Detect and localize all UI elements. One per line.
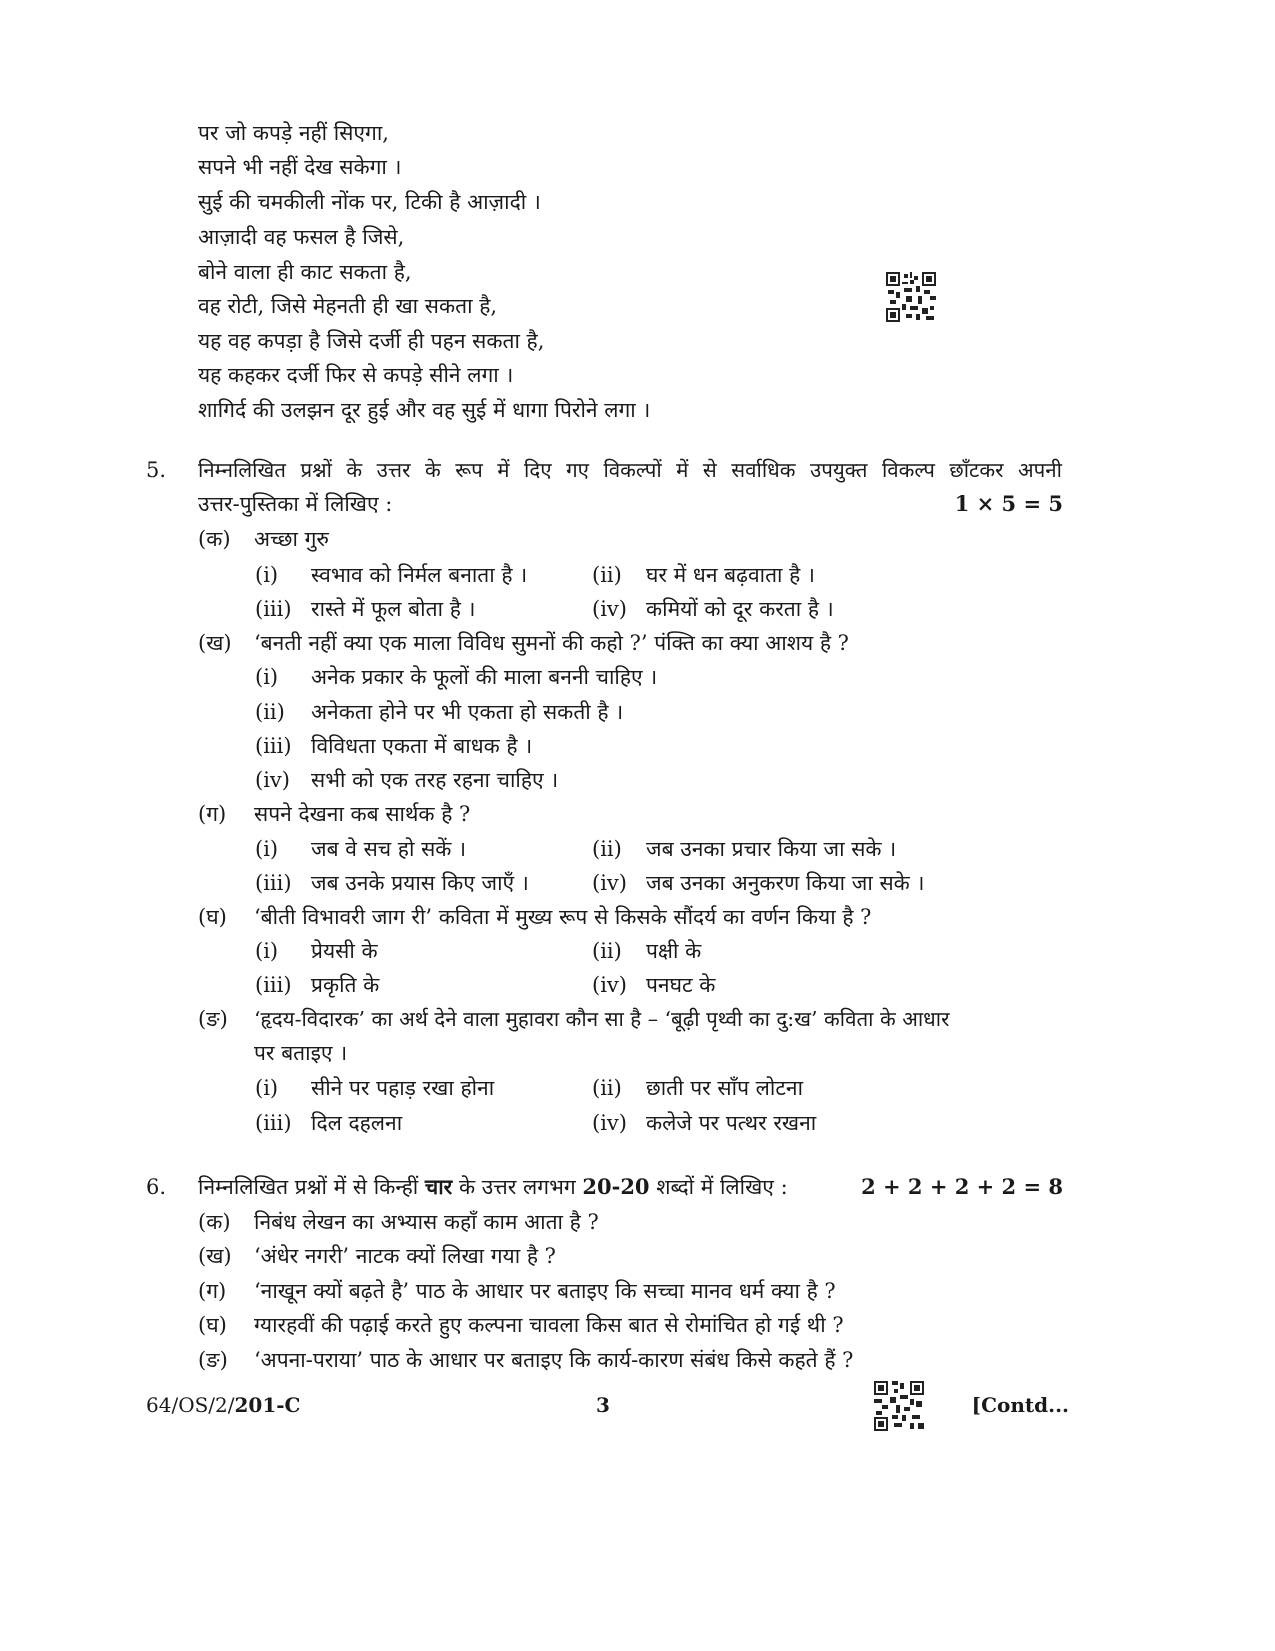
part-label: (क) [198,1210,231,1234]
question-text-part: शब्दों में लिखिए : [649,1175,788,1199]
option-text: अनेक प्रकार के फूलों की माला बननी चाहिए । [311,665,658,689]
option-label: (iii) [255,1111,292,1135]
option-text: सीने पर पहाड़ रखा होना [311,1076,495,1100]
option-label: (iii) [255,734,292,758]
question-text [198,1172,788,1202]
option-text: जब वे सच हो सकें । [311,837,467,861]
option-label: (i) [255,837,279,861]
option-text: स्वभाव को निर्मल बनाता है । [311,563,528,587]
part-question: ‘बनती नहीं क्या एक माला विविध सुमनों की कहो ?’ पंक्ति का क्या आशय है ? [254,631,849,655]
poem-line: शागिर्द की उलझन दूर हुई और वह सुई में धागा पिरोने लगा । [198,398,651,422]
option-label: (iv) [592,973,627,997]
part-label: (ख) [198,631,232,655]
part-label: (ख) [198,1244,232,1268]
option-label: (ii) [592,939,622,963]
question-emphasis: चार [424,1174,453,1199]
option-label: (i) [255,939,279,963]
option-label: (ii) [255,700,285,724]
part-label: (ङ) [198,1007,228,1031]
part-label: (ङ) [198,1348,228,1372]
part-question: निबंध लेखन का अभ्यास कहाँ काम आता है ? [254,1210,599,1234]
question-number: 6. [146,1175,167,1199]
option-text: जब उनका अनुकरण किया जा सके । [646,871,925,895]
qr-code-icon [886,272,936,322]
part-question: अच्छा गुरु [254,527,329,551]
option-label: (iv) [255,768,290,792]
option-text: घर में धन बढ़वाता है । [646,563,815,587]
option-text: जब उनके प्रयास किए जाएँ । [311,871,529,895]
question-text: निम्नलिखित प्रश्नों के उत्तर के रूप में दिए गए विकल्पों में से सर्वाधिक उपयुक्त विकल्प छाँटकर अपनी [198,458,1062,482]
paper-code-suffix: 201-C [234,1393,301,1417]
part-question: ‘नाखून क्यों बढ़ते है’ पाठ के आधार पर बताइए कि सच्चा मानव धर्म क्या है ? [254,1279,836,1303]
poem-line: सुई की चमकीली नोंक पर, टिकी है आज़ादी । [198,190,541,214]
option-text: विविधता एकता में बाधक है । [311,734,533,758]
option-text: पक्षी के [646,939,702,963]
option-text: कमियों को दूर करता है । [646,597,834,621]
option-label: (iii) [255,973,292,997]
option-text: अनेकता होने पर भी एकता हो सकती है । [311,700,624,724]
part-question: सपने देखना कब सार्थक है ? [254,802,471,826]
option-label: (iv) [592,597,627,621]
option-text: सभी को एक तरह रहना चाहिए । [311,768,559,792]
option-text: प्रकृति के [311,973,380,997]
poem-line: सपने भी नहीं देख सकेगा । [198,155,402,179]
part-question: ग्यारहवीं की पढ़ाई करते हुए कल्पना चावला किस बात से रोमांचित हो गई थी ? [254,1313,844,1337]
part-question: पर बताइए । [254,1041,348,1065]
option-label: (iii) [255,871,292,895]
part-question: ‘अपना-पराया’ पाठ के आधार पर बताइए कि कार्य-कारण संबंध किसे कहते हैं ? [254,1348,854,1372]
poem-line: यह कहकर दर्जी फिर से कपड़े सीने लगा । [198,363,514,387]
poem-line: यह वह कपड़ा है जिसे दर्जी ही पहन सकता है, [198,329,545,353]
option-label: (ii) [592,563,622,587]
option-label: (i) [255,563,279,587]
option-label: (ii) [592,1076,622,1100]
option-text: जब उनका प्रचार किया जा सके । [646,837,897,861]
option-text: प्रेयसी के [311,939,378,963]
part-label: (घ) [198,905,227,929]
option-label: (iii) [255,597,292,621]
page-number: 3 [596,1393,610,1417]
option-label: (i) [255,1076,279,1100]
paper-code-prefix: 64/OS/2/ [146,1393,235,1417]
question-number: 5. [146,458,167,482]
part-question: ‘हृदय-विदारक’ का अर्थ देने वाला मुहावरा कौन सा है – ‘बूढ़ी पृथ्वी का दु:ख’ कविता के आधार [254,1007,950,1031]
question-emphasis: 20-20 [582,1174,650,1199]
part-label: (ग) [198,1279,227,1303]
question-text-part: निम्नलिखित प्रश्नों में से किन्हीं [198,1175,425,1199]
paper-code [146,1390,300,1420]
question-text-part: के उत्तर लगभग [452,1175,583,1199]
part-label: (घ) [198,1313,227,1337]
option-text: पनघट के [646,973,716,997]
poem-line: आज़ादी वह फसल है जिसे, [198,225,405,249]
option-label: (i) [255,665,279,689]
question-text: उत्तर-पुस्तिका में लिखिए : [198,492,393,516]
option-text: दिल दहलना [311,1111,403,1135]
option-text: कलेजे पर पत्थर रखना [646,1111,817,1135]
marks: 1 × 5 = 5 [954,491,1063,516]
continued-label: [Contd... [971,1393,1069,1417]
option-text: छाती पर साँप लोटना [646,1076,804,1100]
option-label: (iv) [592,1111,627,1135]
part-label: (क) [198,527,231,551]
poem-line: पर जो कपड़े नहीं सिएगा, [198,121,389,145]
part-question: ‘अंधेर नगरी’ नाटक क्यों लिखा गया है ? [254,1244,556,1268]
qr-code-icon [874,1381,924,1431]
option-label: (ii) [592,837,622,861]
part-question: ‘बीती विभावरी जाग री’ कविता में मुख्य रूप से किसके सौंदर्य का वर्णन किया है ? [254,905,872,929]
part-label: (ग) [198,802,227,826]
option-label: (iv) [592,871,627,895]
poem-line: बोने वाला ही काट सकता है, [198,260,412,284]
poem-line: वह रोटी, जिसे मेहनती ही खा सकता है, [198,294,498,318]
option-text: रास्ते में फूल बोता है । [311,597,476,621]
marks: 2 + 2 + 2 + 2 = 8 [861,1174,1063,1199]
